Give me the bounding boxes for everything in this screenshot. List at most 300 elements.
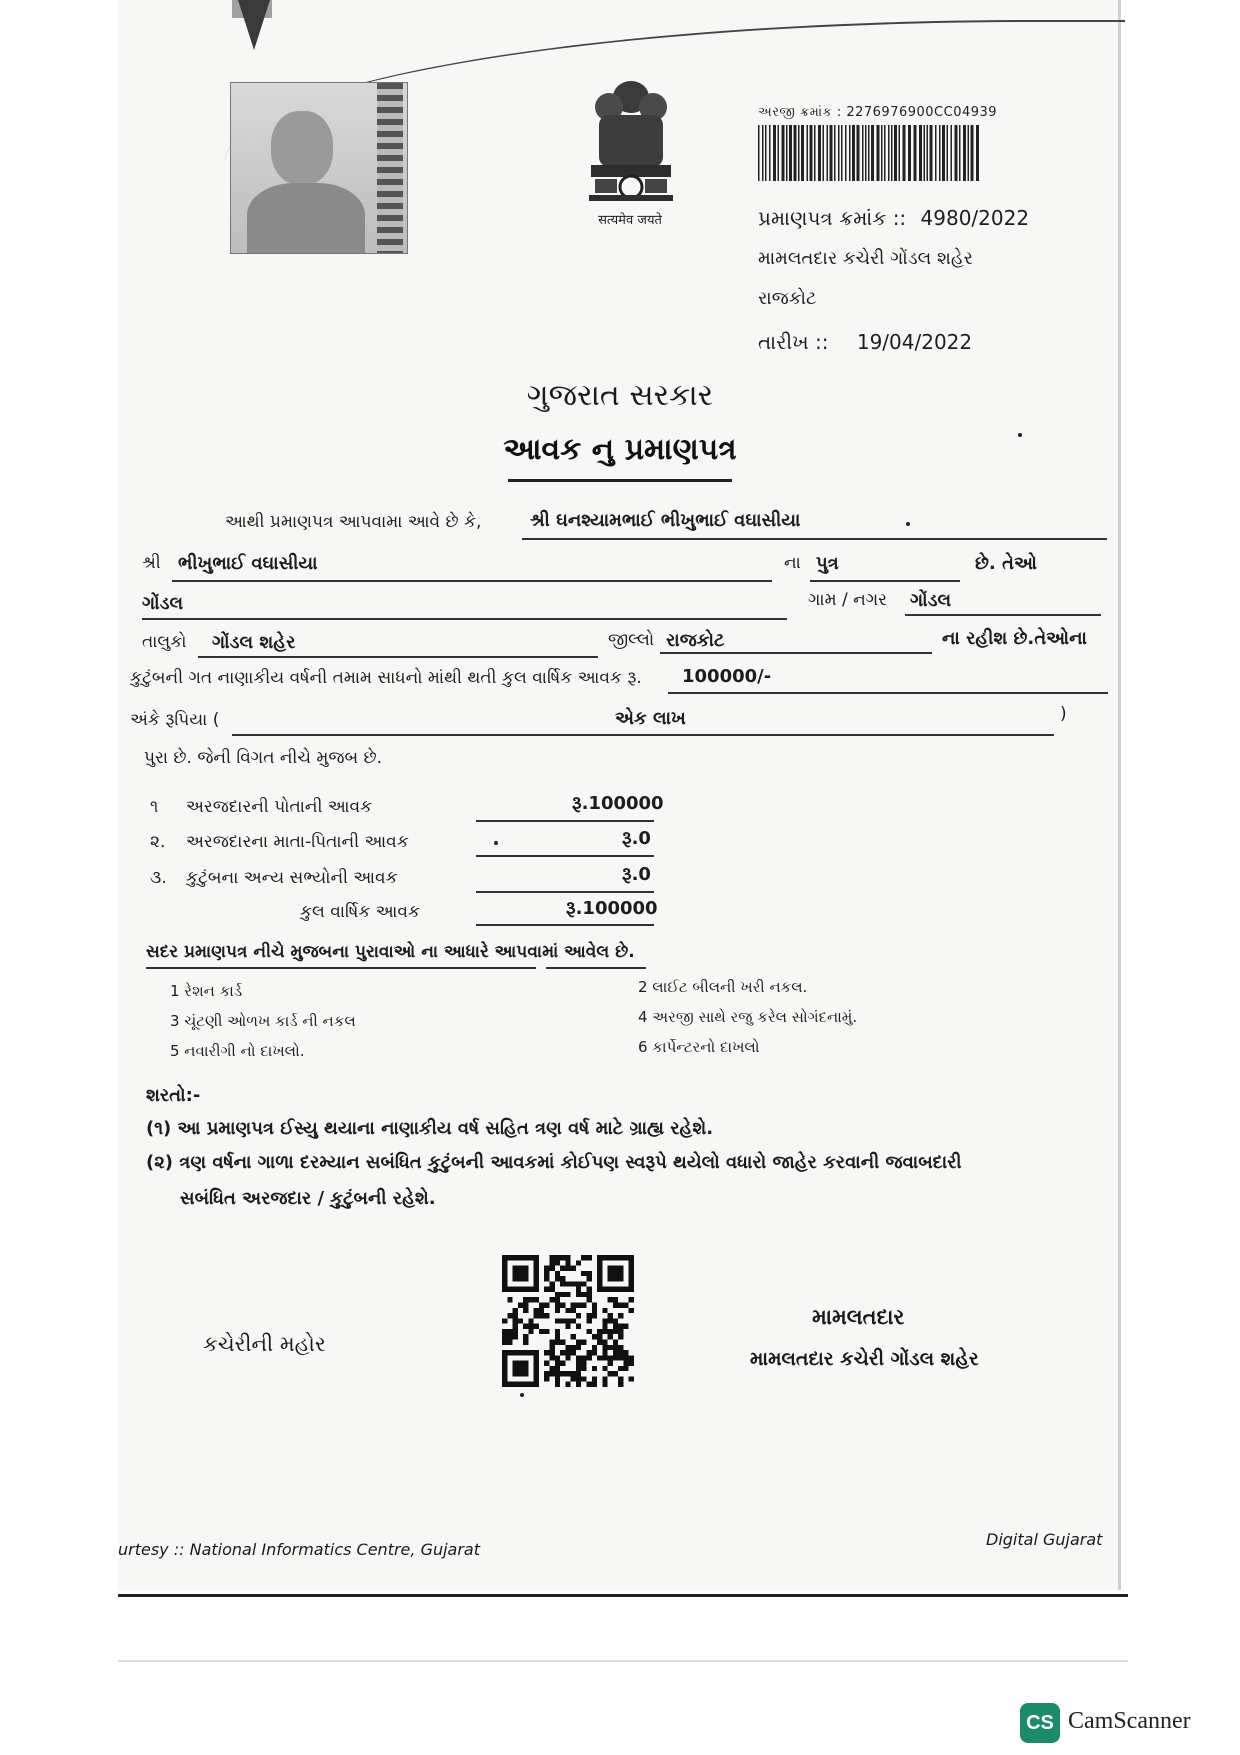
qr-module: [623, 1350, 628, 1355]
qr-module: [502, 1334, 507, 1339]
qr-module: [523, 1297, 528, 1302]
qr-module: [571, 1318, 576, 1323]
resident-label: ના રહીશ છે.તેઓના: [942, 628, 1087, 649]
qr-module: [523, 1255, 528, 1260]
qr-module: [602, 1308, 607, 1313]
qr-module: [565, 1355, 570, 1360]
qr-module: [613, 1350, 618, 1355]
qr-module: [523, 1361, 528, 1366]
qr-module: [608, 1297, 613, 1302]
barcode-bar: [951, 125, 953, 181]
qr-module: [544, 1350, 549, 1355]
barcode-bar: [935, 125, 937, 181]
qr-module: [507, 1287, 512, 1292]
application-number: અરજી ક્રમાંક : 2276976900CC04939: [758, 105, 998, 120]
barcode-bar: [786, 125, 788, 181]
qr-module: [513, 1266, 518, 1271]
qr-module: [586, 1350, 591, 1355]
qr-module: [592, 1345, 597, 1350]
qr-module: [544, 1361, 549, 1366]
taluka-underline: [198, 656, 598, 658]
qr-module: [560, 1266, 565, 1271]
qr-module: [576, 1355, 581, 1360]
qr-module: [534, 1382, 539, 1387]
sheet-edge: [1118, 0, 1121, 1590]
qr-module: [581, 1303, 586, 1308]
qr-module: [539, 1308, 544, 1313]
qr-module: [513, 1276, 518, 1281]
qr-module: [518, 1371, 523, 1376]
qr-module: [502, 1255, 507, 1260]
qr-module: [544, 1313, 549, 1318]
qr-module: [560, 1281, 565, 1286]
qr-module: [576, 1361, 581, 1366]
qr-module: [502, 1281, 507, 1286]
qr-module: [629, 1297, 634, 1302]
barcode-bar: [769, 125, 771, 181]
qr-module: [592, 1313, 597, 1318]
qr-module: [555, 1260, 560, 1265]
qr-module: [597, 1260, 602, 1265]
qr-module: [518, 1350, 523, 1355]
qr-module: [586, 1287, 591, 1292]
income-row-underline: [476, 820, 654, 822]
qr-module: [602, 1318, 607, 1323]
qr-module: [597, 1355, 602, 1360]
barcode-bar: [894, 125, 897, 181]
income-row-label: અરજદારના માતા-પિતાની આવક: [186, 832, 409, 852]
income-total-value: રૂ.100000: [566, 898, 658, 919]
qr-module: [623, 1324, 628, 1329]
qr-module: [581, 1366, 586, 1371]
qr-module: [623, 1355, 628, 1360]
national-emblem-icon: [585, 75, 677, 215]
father-name: ભીખુભાઈ વઘાસીયા: [178, 553, 318, 574]
qr-module: [608, 1329, 613, 1334]
barcode-bar: [930, 125, 933, 181]
evidence-item: 1 રેશન કાર્ડ: [170, 982, 243, 1000]
qr-module: [576, 1287, 581, 1292]
qr-module: [608, 1255, 613, 1260]
qr-module: [586, 1355, 591, 1360]
barcode-bar: [891, 125, 893, 181]
qr-module: [555, 1303, 560, 1308]
qr-module: [502, 1329, 507, 1334]
qr-module: [555, 1271, 560, 1276]
qr-module: [550, 1281, 555, 1286]
income-total-label: કુલ વાર્ષિક આવક: [300, 902, 420, 922]
qr-module: [618, 1345, 623, 1350]
village-label: ગામ / નગર: [808, 590, 887, 610]
qr-module: [560, 1371, 565, 1376]
qr-module: [507, 1313, 512, 1318]
barcode: [758, 125, 980, 181]
qr-module: [613, 1329, 618, 1334]
qr-module: [576, 1324, 581, 1329]
qr-module: [597, 1329, 602, 1334]
qr-module: [581, 1355, 586, 1360]
qr-module: [560, 1318, 565, 1323]
barcode-bar: [968, 125, 970, 181]
relation: પુત્ર: [816, 553, 839, 574]
condition-2-continued: સબંધિત અરજદાર / કુટુંબની રહેશે.: [180, 1188, 436, 1209]
qr-module: [565, 1292, 570, 1297]
barcode-bar: [914, 125, 917, 181]
words-close: ): [1060, 704, 1067, 724]
qr-module: [555, 1366, 560, 1371]
footer-brand: Digital Gujarat: [986, 1530, 1103, 1549]
qr-module: [576, 1376, 581, 1381]
qr-module: [576, 1382, 581, 1387]
qr-module: [592, 1303, 597, 1308]
qr-module: [513, 1324, 518, 1329]
qr-module: [534, 1255, 539, 1260]
village: ગોંડલ: [910, 590, 952, 611]
evidence-item: 4 અરજી સાથે રજુ કરેલ સોગંદનામું.: [638, 1008, 858, 1026]
office-seal-label: કચેરીની મહોર: [203, 1332, 326, 1356]
income-in-words: એક લાખ: [615, 708, 686, 729]
qr-module: [560, 1350, 565, 1355]
qr-module: [565, 1266, 570, 1271]
barcode-bar: [927, 125, 929, 181]
qr-module: [528, 1297, 533, 1302]
qr-module: [502, 1271, 507, 1276]
certificate-number-row: [758, 206, 1029, 230]
qr-module: [629, 1376, 634, 1381]
speck: [520, 1393, 524, 1397]
photo-strip: [377, 83, 403, 253]
qr-module: [571, 1281, 576, 1286]
qr-module: [555, 1355, 560, 1360]
qr-module: [523, 1371, 528, 1376]
qr-module: [513, 1382, 518, 1387]
qr-module: [523, 1350, 528, 1355]
qr-module: [534, 1271, 539, 1276]
qr-module: [550, 1266, 555, 1271]
qr-module: [502, 1366, 507, 1371]
qr-module: [518, 1361, 523, 1366]
qr-module: [597, 1271, 602, 1276]
qr-module: [565, 1382, 570, 1387]
qr-module: [534, 1371, 539, 1376]
qr-module: [623, 1366, 628, 1371]
condition-1: (૧) આ પ્રમાણપત્ર ઈસ્યુ થયાના નાણાકીય વર્ષ સહિત ત્રણ વર્ષ માટે ગ્રાહ્ય રહેશે.: [146, 1118, 714, 1139]
qr-module: [586, 1271, 591, 1276]
camscanner-watermark: CamScanner: [1068, 1708, 1191, 1734]
qr-module: [613, 1339, 618, 1344]
qr-module: [518, 1255, 523, 1260]
barcode-bar: [919, 125, 922, 181]
qr-module: [550, 1350, 555, 1355]
qr-module: [555, 1329, 560, 1334]
qr-module: [613, 1355, 618, 1360]
qr-module: [534, 1313, 539, 1318]
they-label: છે. તેઓ: [975, 553, 1037, 574]
qr-module: [534, 1376, 539, 1381]
qr-module: [502, 1260, 507, 1265]
qr-module: [602, 1287, 607, 1292]
qr-module: [544, 1287, 549, 1292]
income-amount-underline: [668, 692, 1108, 694]
photo-head: [271, 111, 333, 185]
conditions-title: શરતો:-: [146, 1085, 201, 1106]
qr-module: [507, 1329, 512, 1334]
qr-module: [555, 1339, 560, 1344]
qr-module: [560, 1361, 565, 1366]
qr-module: [571, 1371, 576, 1376]
government-title: ગુજરાત સરકાર: [526, 378, 714, 413]
qr-module: [560, 1339, 565, 1344]
qr-module: [502, 1350, 507, 1355]
barcode-bar: [881, 125, 883, 181]
emblem-motto: सत्यमेव जयते: [598, 213, 662, 228]
words-label: અંકે રૂપિયા (: [130, 710, 220, 730]
qr-module: [502, 1287, 507, 1292]
qr-module: [513, 1329, 518, 1334]
qr-module: [518, 1366, 523, 1371]
income-row-number: ૨.: [150, 832, 166, 852]
qr-module: [544, 1271, 549, 1276]
qr-module: [597, 1276, 602, 1281]
qr-module: [513, 1255, 518, 1260]
qr-module: [528, 1329, 533, 1334]
qr-module: [597, 1339, 602, 1344]
qr-module: [613, 1266, 618, 1271]
qr-module: [608, 1334, 613, 1339]
qr-module: [550, 1287, 555, 1292]
qr-module: [608, 1287, 613, 1292]
footer-line: [118, 1594, 1128, 1597]
qr-module: [602, 1345, 607, 1350]
income-row-value: રૂ.100000: [572, 793, 664, 814]
qr-module: [608, 1355, 613, 1360]
qr-module: [539, 1303, 544, 1308]
income-row-value: રૂ.0: [622, 864, 651, 885]
qr-module: [613, 1318, 618, 1323]
applicant-photo: [230, 82, 408, 254]
qr-module: [523, 1271, 528, 1276]
qr-module: [618, 1271, 623, 1276]
qr-module: [586, 1382, 591, 1387]
barcode-bar: [862, 125, 864, 181]
qr-module: [608, 1361, 613, 1366]
qr-module: [507, 1339, 512, 1344]
qr-module: [565, 1350, 570, 1355]
qr-module: [518, 1303, 523, 1308]
qr-module: [565, 1281, 570, 1286]
qr-module: [613, 1276, 618, 1281]
qr-module: [518, 1382, 523, 1387]
qr-module: [602, 1255, 607, 1260]
qr-module: [565, 1308, 570, 1313]
barcode-bar: [758, 125, 760, 181]
barcode-bar: [814, 125, 816, 181]
date-row: [758, 330, 972, 354]
qr-module: [518, 1271, 523, 1276]
qr-module: [534, 1308, 539, 1313]
barcode-bar: [868, 125, 870, 181]
qr-module: [523, 1308, 528, 1313]
barcode-bar: [959, 125, 961, 181]
date-label: તારીખ ::: [758, 330, 829, 354]
qr-module: [602, 1339, 607, 1344]
barcode-bar: [810, 125, 813, 181]
barcode-bar: [884, 125, 886, 181]
barcode-bar: [871, 125, 874, 181]
evidence-item: 6 કાર્પેન્ટરનો દાખલો: [638, 1038, 760, 1056]
income-sentence: કુટુંબની ગત નાણાકીય વર્ષની તમામ સાધનો માંથી થતી કુલ વાર્ષિક આવક રૂ.: [130, 668, 642, 688]
qr-module: [507, 1350, 512, 1355]
qr-module: [565, 1318, 570, 1323]
qr-module: [571, 1376, 576, 1381]
qr-module: [534, 1324, 539, 1329]
qr-module: [618, 1329, 623, 1334]
qr-module: [629, 1271, 634, 1276]
qr-module: [534, 1266, 539, 1271]
barcode-bar: [955, 125, 958, 181]
qr-module: [534, 1355, 539, 1360]
certificate-number-label: પ્રમાણપત્ર ક્રમાંક ::: [758, 206, 907, 230]
qr-module: [550, 1339, 555, 1344]
evidence-item: 5 નવારીગી નો દાખલો.: [170, 1042, 305, 1060]
income-row-underline: [476, 891, 654, 893]
barcode-bar: [849, 125, 851, 181]
footer-credit: urtesy :: National Informatics Centre, Gujarat: [118, 1540, 481, 1559]
barcode-bar: [818, 125, 821, 181]
speck: [494, 841, 498, 845]
qr-module: [581, 1376, 586, 1381]
qr-module: [502, 1382, 507, 1387]
qr-module: [602, 1324, 607, 1329]
qr-module: [555, 1382, 560, 1387]
qr-module: [518, 1318, 523, 1323]
qr-module: [629, 1281, 634, 1286]
qr-module: [629, 1355, 634, 1360]
qr-module: [523, 1334, 528, 1339]
district-underline: [660, 652, 932, 654]
qr-module: [608, 1271, 613, 1276]
qr-module: [602, 1382, 607, 1387]
qr-module: [565, 1345, 570, 1350]
barcode-bar: [942, 125, 945, 181]
qr-module: [623, 1361, 628, 1366]
qr-module: [502, 1371, 507, 1376]
qr-module: [565, 1255, 570, 1260]
qr-module: [555, 1318, 560, 1323]
barcode-bar: [947, 125, 949, 181]
income-row-number: ૩.: [150, 868, 167, 888]
qr-module: [592, 1376, 597, 1381]
barcode-bar: [939, 125, 941, 181]
barcode-bar: [924, 125, 926, 181]
qr-module: [629, 1287, 634, 1292]
barcode-bar: [782, 125, 785, 181]
qr-module: [613, 1371, 618, 1376]
evidence-title-underline-b: [546, 967, 646, 969]
scan-edge-line: [118, 1660, 1128, 1662]
qr-module: [550, 1297, 555, 1302]
qr-module: [618, 1355, 623, 1360]
qr-module: [613, 1287, 618, 1292]
barcode-bar: [908, 125, 911, 181]
barcode-bar: [852, 125, 855, 181]
qr-module: [618, 1350, 623, 1355]
qr-module: [550, 1260, 555, 1265]
income-row-label: અરજદારની પોતાની આવક: [186, 797, 373, 817]
title-underline: [508, 479, 732, 482]
qr-module: [571, 1345, 576, 1350]
income-row-value: રૂ.0: [622, 828, 651, 849]
signatory-office: મામલતદાર કચેરી ગોંડલ શહેર: [750, 1348, 979, 1370]
evidence-title: સદર પ્રમાણપત્ર નીચે મુજબના પુરાવાઓ ના આધારે આપવામાં આવેલ છે.: [146, 942, 635, 962]
qr-module: [618, 1334, 623, 1339]
evidence-item: 2 લાઈટ બીલની ખરી નકલ.: [638, 978, 808, 996]
barcode-bar: [888, 125, 890, 181]
barcode-bar: [798, 125, 800, 181]
qr-module: [586, 1276, 591, 1281]
qr-module: [629, 1361, 634, 1366]
qr-module: [576, 1339, 581, 1344]
qr-module: [629, 1260, 634, 1265]
qr-module: [629, 1308, 634, 1313]
qr-module: [523, 1382, 528, 1387]
details-intro: પુરા છે. જેની વિગત નીચે મુજબ છે.: [144, 748, 383, 768]
qr-module: [528, 1255, 533, 1260]
corner-triangle: [238, 0, 270, 50]
qr-module: [518, 1287, 523, 1292]
qr-module: [571, 1308, 576, 1313]
qr-module: [555, 1334, 560, 1339]
qr-module: [571, 1266, 576, 1271]
qr-module: [576, 1281, 581, 1286]
certificate-title: આવક નુ પ્રમાણપત્ર: [503, 432, 737, 467]
barcode-bar: [834, 125, 836, 181]
speck: [906, 522, 910, 526]
qr-module: [586, 1255, 591, 1260]
qr-module: [544, 1329, 549, 1334]
barcode-bar: [838, 125, 840, 181]
qr-module: [576, 1303, 581, 1308]
qr-module: [576, 1371, 581, 1376]
qr-module: [502, 1361, 507, 1366]
barcode-bar: [971, 125, 974, 181]
qr-module: [513, 1371, 518, 1376]
qr-module: [623, 1287, 628, 1292]
barcode-bar: [830, 125, 833, 181]
qr-module: [618, 1366, 623, 1371]
qr-module: [528, 1324, 533, 1329]
income-amount: 100000/-: [682, 666, 772, 687]
qr-module: [613, 1271, 618, 1276]
relation-underline: [810, 580, 960, 582]
qr-module: [560, 1303, 565, 1308]
qr-module: [592, 1382, 597, 1387]
qr-code: [502, 1255, 634, 1387]
qr-module: [513, 1287, 518, 1292]
district-label: જીલ્લો: [608, 630, 655, 650]
qr-module: [550, 1366, 555, 1371]
qr-module: [576, 1345, 581, 1350]
qr-module: [597, 1281, 602, 1286]
qr-module: [555, 1308, 560, 1313]
qr-module: [618, 1287, 623, 1292]
barcode-bar: [899, 125, 901, 181]
qr-module: [613, 1297, 618, 1302]
qr-module: [581, 1361, 586, 1366]
qr-module: [565, 1260, 570, 1265]
qr-module: [534, 1361, 539, 1366]
qr-module: [523, 1339, 528, 1344]
